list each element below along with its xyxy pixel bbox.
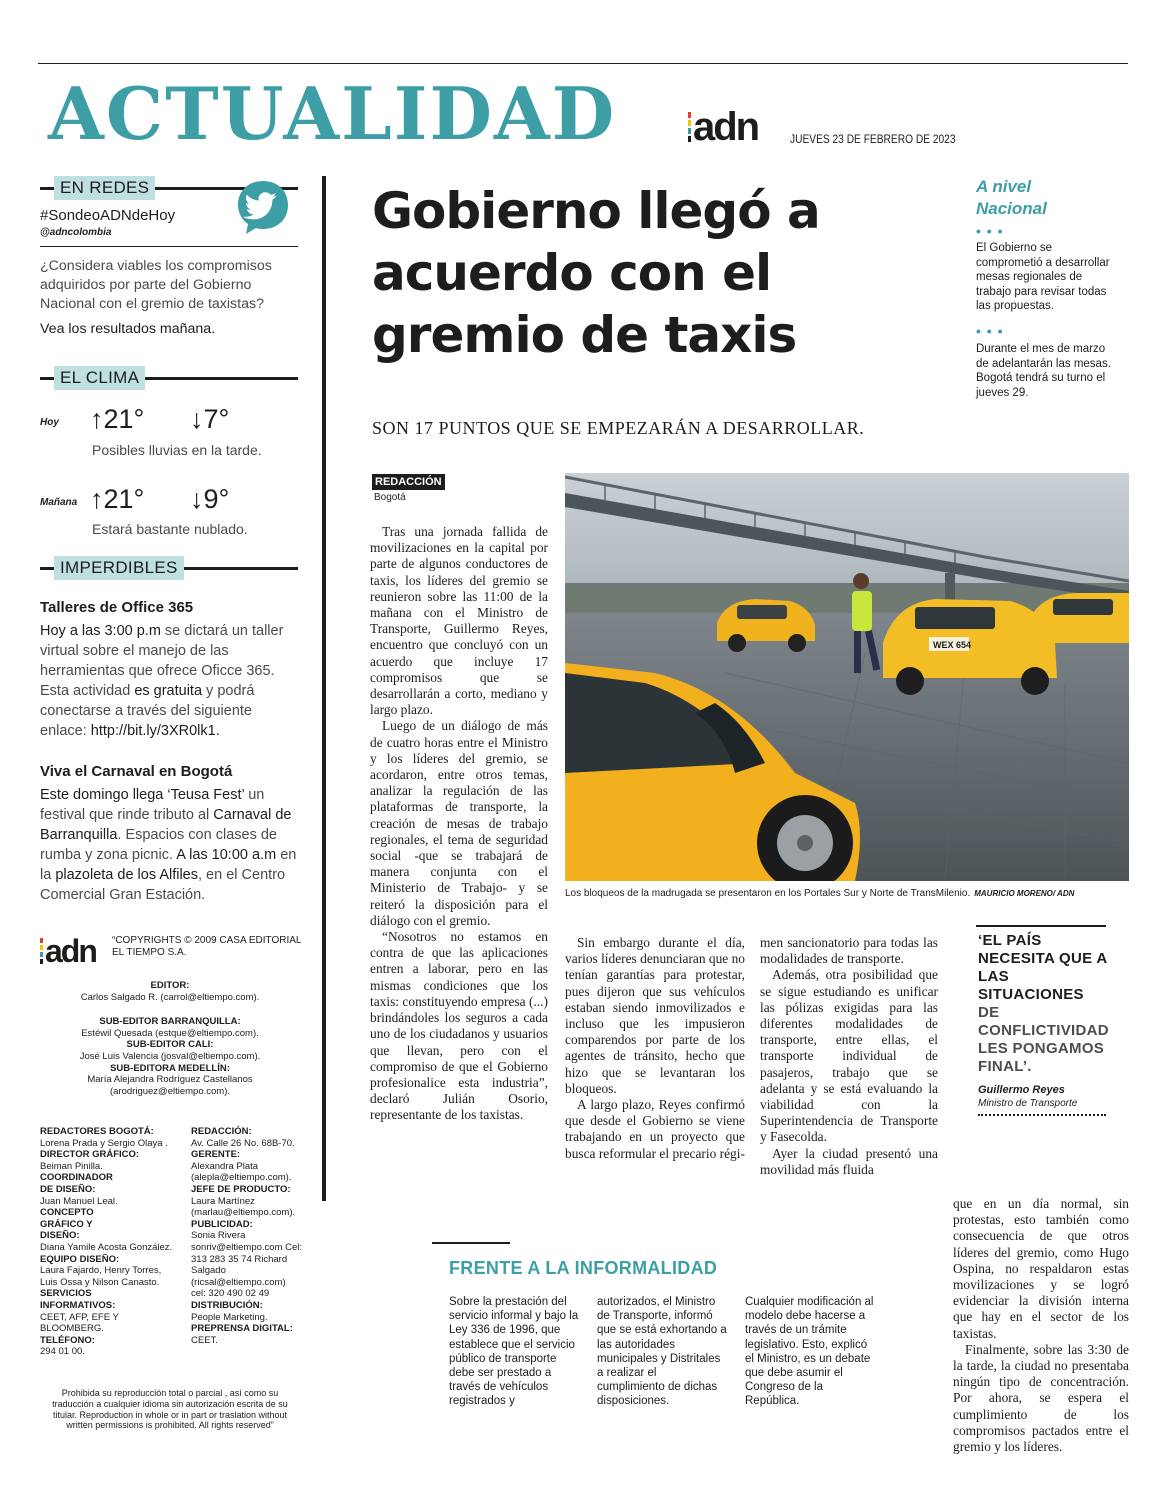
weather-high-tomorrow: ↑21° [90, 484, 145, 514]
dots-separator: • • • [976, 223, 1004, 239]
dotted-rule [978, 1114, 1106, 1116]
quote-text-cont: DE CONFLICTIVIDAD LES PONGAMOS FINAL’. [978, 1004, 1109, 1075]
en-redes-heading: EN REDES [40, 176, 298, 200]
imperdibles-heading: IMPERDIBLES [40, 556, 298, 580]
poll-question: ¿Considera viables los compromisos adquiridos por parte del Gobierno Nacional con el gremio de taxistas? [40, 258, 272, 312]
weather-high-today: ↑21° [90, 404, 145, 434]
nivel-point-1: El Gobierno se comprometió a desarrollar mesas regionales de trabajo para revisar todas las propuestas. [976, 242, 1110, 312]
article-photo [565, 473, 1129, 881]
quote-rule [976, 925, 1106, 927]
weather-day-today: Hoy [40, 417, 59, 428]
event-link[interactable]: http://bit.ly/3XR0lk1. [90, 723, 220, 739]
quote-text: ‘EL PAÍS NECESITA QUE A LAS SITUACIONES [978, 932, 1107, 1003]
pull-quote [978, 932, 1108, 1116]
twitter-handle: @adncolombia [40, 227, 112, 238]
staff-left: REDACTORES BOGOTÁ: Lorena Prada y Sergio Olaya . DIRECTOR GRÁFICO: Beiman Pinilla. COORDINADOR DE DISEÑO: Juan Manuel Leal. CONCEPTO GRÁFICO Y DISEÑO: Diana Yamile Acosta González. EQUIPO DISEÑO: Laura Fajardo, Henry Torres, Luis Ossa y Nilson Canasto. SERVICIOS INFORMATIVOS: CEET, AFP, EFE Y BLOOMBERG. TELÉFONO: 294 01 00. [40, 1126, 173, 1358]
publication-date: JUEVES 23 DE FEBRERO DE 2023 [790, 132, 956, 146]
event-title-office: Talleres de Office 365 [40, 599, 194, 616]
section-title: ACTUALIDAD [48, 71, 617, 156]
divider [40, 246, 298, 247]
poll-results-note: Vea los resultados mañana. [40, 321, 216, 337]
top-rule [38, 63, 1128, 64]
nivel-nacional-title: A nivel Nacional [976, 177, 1047, 218]
article-column-1: Tras una jornada fallida de movilizaciones en la capital por parte de algunos conductores de taxis, los líderes del gremio se reunieron sobre las 11:00 de la mañana con el Ministro de Transporte, Guillermo Reyes, encuentro que concluyó con un acuerdo que incluye 17 compromisos que se desarrollarán a corto, mediano y largo plazo. Luego de un diálogo de más de cuatro horas entre el Ministro y los líderes del gremio, se acordaron, entre otros temas, analizar la regulación de las plataformas de transporte, la creación de mesas de trabajo regionales, el tema de seguridad social -que se trabajará de manera conjunta con el Ministerio de Trabajo- y se reiteró la disposición para el diálogo con el gremio. “Nosotros no estamos en contra de que las aplicaciones entren a laborar, pero en las mismas condiciones que los taxis: constituyendo empresa (...) brindándoles los seguros a cada uno de los ciudadanos y usuarios que llevan, pero con el compromiso de que el Gobierno profesionalice esta industria”, declaró Julián Osorio, representante de los taxistas. [370, 524, 548, 1123]
taxi-scene-illustration [565, 473, 1129, 881]
logo-bars-icon [40, 938, 43, 964]
el-clima-heading: EL CLIMA [40, 366, 298, 390]
byline: REDACCIÓN [372, 474, 445, 490]
article-deck: SON 17 PUNTOS QUE SE EMPEZARÁN A DESARROLLAR. [372, 418, 865, 438]
informalidad-col-2: autorizados, el Ministro de Transporte, informó que se está exhortando a las autoridades municipales y Distritales a realizar el cumplimiento de dichas disposiciones. [597, 1296, 727, 1408]
article-column-4: que en un día normal, sin protestas, esto también como consecuencia de que otros líderes del gremio, como Hugo Ospina, no respaldaron estas movilizaciones y se logró evidenciar la división interna que hay en el sector de los taxistas. Finalmente, sobre las 3:30 de la tarde, la ciudad no presentaba ningún tipo de concentración. Por ahora, se espera el cumplimiento de los compromisos pactados entre el gremio y los líderes. [953, 1196, 1129, 1455]
logo-bars-icon [688, 112, 691, 142]
weather-day-tomorrow: Mañana [40, 497, 78, 508]
informalidad-col-1: Sobre la prestación del servicio informal y bajo la Ley 336 de 1996, que establece que el servicio público de transporte debe ser prestado a través de vehículos registrados y [449, 1296, 579, 1408]
staff-right: REDACCIÓN: Av. Calle 26 No. 68B-70. GERENTE: Alexandra Plata (aleplа@eltiempo.com). JEFE DE PRODUCTO: Laura Martínez (marlau@eltiempo.com). PUBLICIDAD: Sonia Rivera sonriv@eltiempo.com Cel: 313 283 35 74 Richard Salgado (ricsal@eltiempo.com) cel: 320 490 02 49 DISTRIBUCIÓN: People Marketing. PREPRENSA DIGITAL: CEET. [191, 1126, 303, 1346]
informalidad-title: FRENTE A LA INFORMALIDAD [449, 1258, 718, 1278]
background-taxi [1033, 593, 1129, 643]
hashtag: #SondeoADNdeHoy [40, 207, 176, 224]
weather-low-today: ↓7° [190, 404, 230, 434]
quote-author: Guillermo Reyes [978, 1084, 1065, 1096]
weather-desc-today: Posibles lluvias en la tarde. [92, 442, 262, 458]
photo-credit: MAURICIO MORENO/ ADN [974, 889, 1075, 898]
adn-logo-text: adn [693, 105, 759, 149]
adn-logo-footer: adn [40, 935, 96, 967]
nivel-point-2: Durante el mes de marzo de adelantarán las mesas. Bogotá tendrá su turno el jueves 29. [976, 343, 1111, 399]
adn-logo [688, 107, 758, 147]
copyright: “COPYRIGHTS © 2009 CASA EDITORIAL EL TIEMPO S.A. [112, 935, 302, 958]
event-title-carnaval: Viva el Carnaval en Bogotá [40, 763, 233, 780]
staff-top: EDITOR: Carlos Salgado R. (carrol@eltiempo.com). SUB-EDITOR BARRANQUILLA: Estéwil Quesada (estque@eltiempo.com). SUB-EDITOR CALI: José Luis Valencia (josval@eltiempo.com). SUB-EDITORA MEDELLÍN: María Alejandra Rodríguez Castellanos (arodriguez@eltiempo.com). [79, 980, 261, 1097]
event-desc-office: Hoy a las 3:00 p.m se dictará un taller virtual sobre el manejo de las herramientas que ofrece Oficce 365. Esta actividad es gratuita y podrá conectarse a través del siguiente enlace: http://bit.ly/3XR0lk1. [40, 623, 284, 739]
weather-desc-tomorrow: Estará bastante nublado. [92, 521, 248, 537]
article-headline: Gobierno llegó a acuerdo con el gremio de taxis [372, 182, 820, 364]
photo-caption: Los bloqueos de la madrugada se presentaron en los Portales Sur y Norte de TransMilenio. MAURICIO MORENO/ ADN [565, 888, 1075, 899]
article-column-2: Sin embargo durante el día, varios líderes denunciaran que no tenían garantías para protestar, pues dijeron que sus vehículos estaban siendo inmovilizados e incluso que les impusieron comparendos por parte de los agentes de tránsito, hecho que hizo que se levantaran los bloqueos. A largo plazo, Reyes confirmó que desde el Gobierno se viene trabajando en un proyecto que busca reformular el precario régi- [565, 935, 745, 1161]
dots-separator: • • • [976, 323, 1004, 339]
event-desc-carnaval: Este domingo llega ‘Teusa Fest’ un festival que rinde tributo al Carnaval de Barranquilla. Espacios con clases de rumba y zona picnic. A las 10:00 a.m en la plazoleta de los Alfiles, en el Centro Comercial Gran Estación. [40, 787, 297, 903]
legal-notice: Prohibida su reproducción total o parcial , así como su traducción a cualquier idioma sin autorización escrita de su titular. Reproduction in whole or in part or traslation without written permissions is prohibited. All rights reserved” [52, 1388, 288, 1431]
column-divider [322, 176, 326, 1201]
informalidad-col-3: Cualquier modificación al modelo debe hacerse a través de un trámite legislativo. Esto, explicó el Ministro, es un debate que debe asumir el Congreso de la República. [745, 1296, 874, 1408]
svg-text:WEX 654: WEX 654 [933, 640, 972, 650]
weather-low-tomorrow: ↓9° [190, 484, 230, 514]
article-column-3: men sancionatorio para todas las modalidades de transporte. Además, otra posibilidad que se sigue estudiando es unificar las pólizas exigidas para las diferentes modalidades de transporte, entre ellas, el transporte individual de pasajeros, trabajo que se adelanta y se está evaluando la viabilidad con la Superintendencia de Transporte y Fasecolda. Ayer la ciudad presentó una movilidad más fluida [760, 935, 938, 1177]
byline-city: Bogotá [374, 492, 406, 503]
twitter-icon [234, 178, 292, 236]
quote-author-role: Ministro de Transporte [978, 1098, 1078, 1109]
